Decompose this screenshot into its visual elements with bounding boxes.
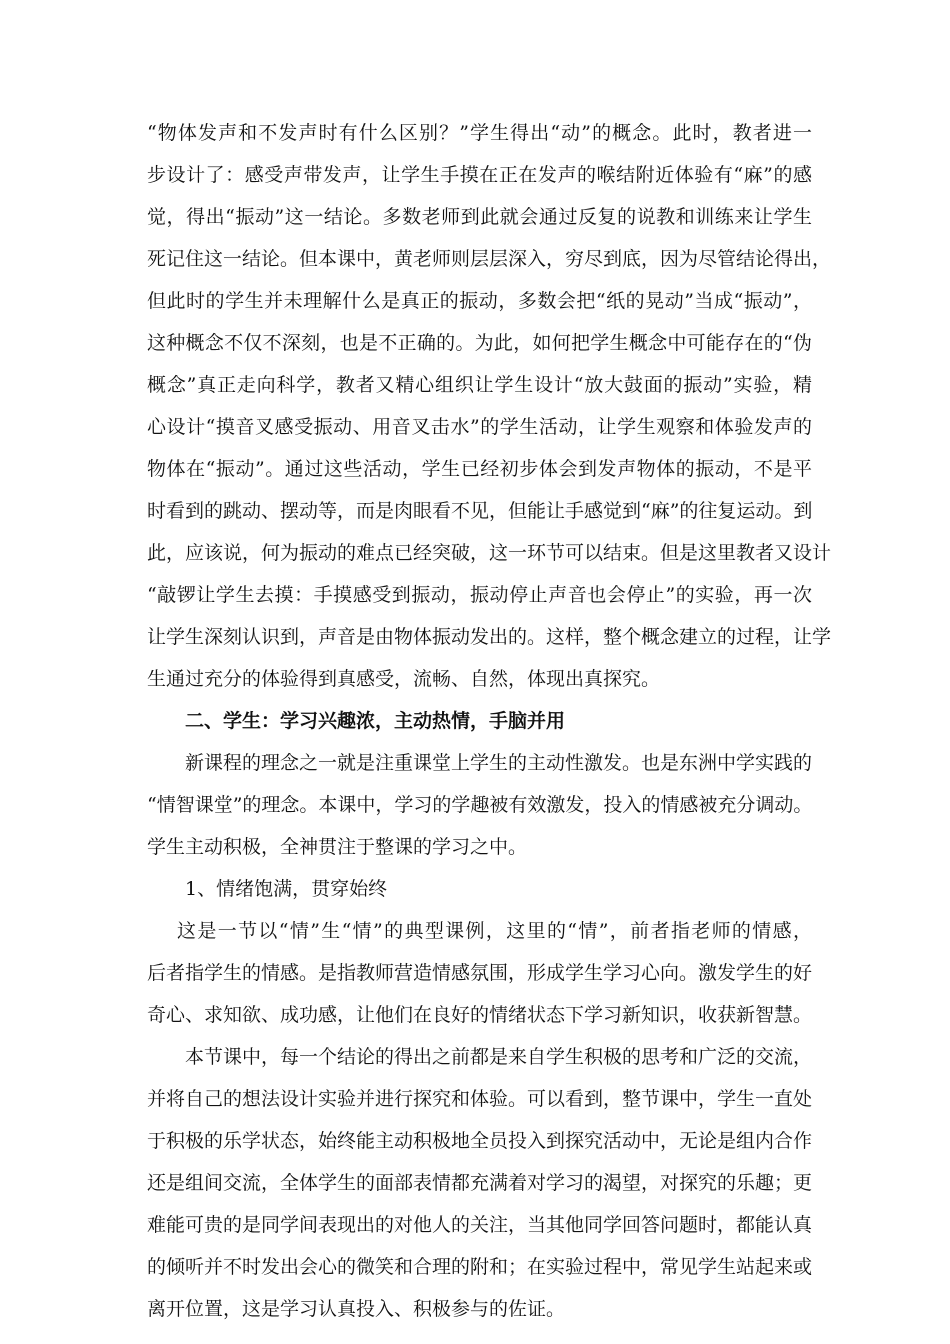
body-text-line: 时看到的跳动、摆动等，而是肉眼看不见，但能让手感觉到“麻”的往复运动。到 — [147, 500, 813, 522]
body-text-line: 心设计“摸音叉感受振动、用音叉击水”的学生活动，让学生观察和体验发声的 — [147, 416, 812, 438]
body-text-line: 但此时的学生并未理解什么是真正的振动，多数会把“纸的晃动”当成“振动”， — [147, 290, 812, 312]
body-text-line: 死记住这一结论。但本课中，黄老师则层层深入，穷尽到底，因为尽管结论得出， — [147, 248, 832, 270]
body-text-line: 让学生深刻认识到，声音是由物体振动发出的。这样，整个概念建立的过程，让学 — [147, 626, 832, 648]
body-text-line: 难能可贵的是同学间表现出的对他人的关注，当其他同学回答问题时，都能认真 — [147, 1214, 813, 1236]
body-text-line: 此，应该说，何为振动的难点已经突破，这一环节可以结束。但是这里教者又设计 — [147, 542, 832, 564]
body-text-line: “情智课堂”的理念。本课中，学习的学趣被有效激发，投入的情感被充分调动。 — [147, 794, 813, 816]
body-text-line: 步设计了：感受声带发声，让学生手摸在正在发声的喉结附近体验有“麻”的感 — [147, 164, 812, 186]
body-text-line: 物体在“振动”。通过这些活动，学生已经初步体会到发声物体的振动，不是平 — [147, 458, 812, 480]
body-text-line: 生通过充分的体验得到真感受，流畅、自然，体现出真探究。 — [147, 668, 661, 690]
body-text-line: 学生主动积极，全神贯注于整课的学习之中。 — [147, 836, 528, 858]
body-text-line: 后者指学生的情感。是指教师营造情感氛围，形成学生学习心向。激发学生的好 — [147, 962, 813, 984]
body-text-line: “敲锣让学生去摸：手摸感受到振动，振动停止声音也会停止”的实验，再一次 — [147, 584, 812, 606]
body-text-line: 并将自己的想法设计实验并进行探究和体验。可以看到，整节课中，学生一直处 — [147, 1088, 813, 1110]
paragraph-first-line: 这是一节以“情”生“情”的典型课例，这里的“情”，前者指老师的情感， — [177, 920, 812, 942]
section-heading: 二、学生：学习兴趣浓，主动热情，手脑并用 — [185, 710, 566, 732]
body-text-line: 概念”真正走向科学，教者又精心组织让学生设计“放大鼓面的振动”实验，精 — [147, 374, 812, 396]
paragraph-first-line: 新课程的理念之一就是注重课堂上学生的主动性激发。也是东洲中学实践的 — [185, 752, 813, 774]
body-text-line: 的倾听并不时发出会心的微笑和合理的附和；在实验过程中，常见学生站起来或 — [147, 1256, 813, 1278]
paragraph-first-line: 本节课中，每一个结论的得出之前都是来自学生积极的思考和广泛的交流， — [185, 1046, 813, 1068]
body-text-line: 于积极的乐学状态，始终能主动积极地全员投入到探究活动中，无论是组内合作 — [147, 1130, 813, 1152]
body-text-line: 离开位置，这是学习认真投入、积极参与的佐证。 — [147, 1298, 566, 1320]
subsection-heading: 1、情绪饱满，贯穿始终 — [185, 878, 388, 900]
body-text-line: “物体发声和不发声时有什么区别？”学生得出“动”的概念。此时，教者进一 — [147, 122, 812, 144]
body-text-line: 这种概念不仅不深刻，也是不正确的。为此，如何把学生概念中可能存在的“伪 — [147, 332, 812, 354]
body-text-line: 还是组间交流，全体学生的面部表情都充满着对学习的渴望，对探究的乐趣；更 — [147, 1172, 813, 1194]
body-text-line: 觉，得出“振动”这一结论。多数老师到此就会通过反复的说教和训练来让学生 — [147, 206, 812, 228]
body-text-line: 奇心、求知欲、成功感，让他们在良好的情绪状态下学习新知识，收获新智慧。 — [147, 1004, 813, 1026]
